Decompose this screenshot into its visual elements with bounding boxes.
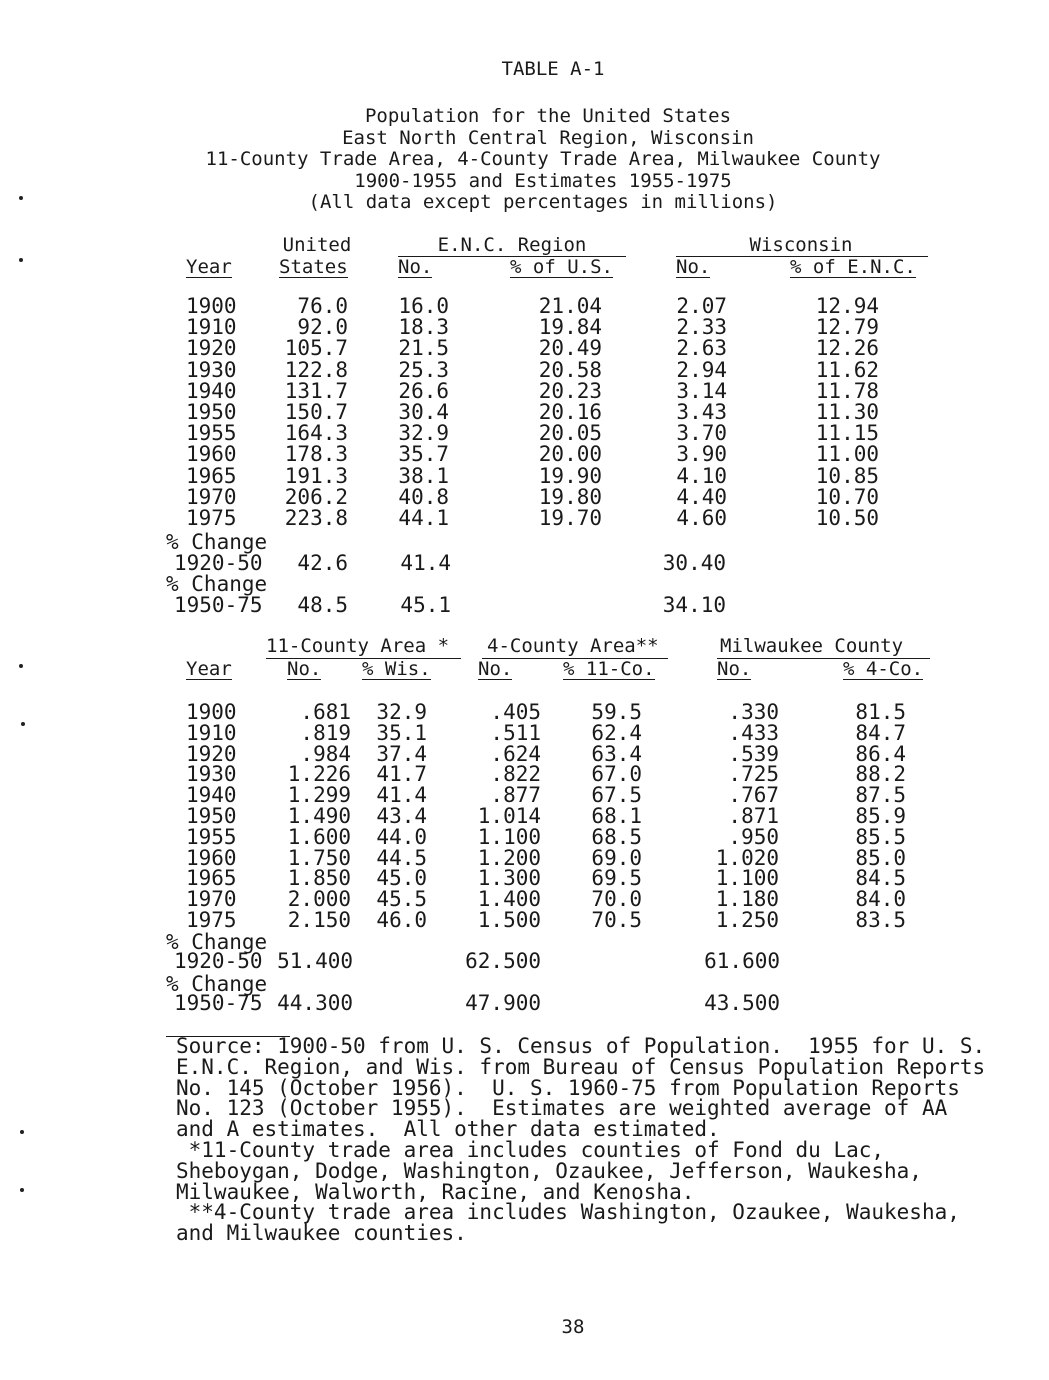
year-cell: 1955 (186, 421, 237, 445)
c11-pct-cell: 46.0 (376, 908, 427, 932)
c4-value-cell: .877 (490, 783, 541, 807)
us-change-cell: 42.6 (297, 551, 348, 575)
mil-pct-cell: 85.0 (855, 846, 906, 870)
enc-value-cell: 44.1 (398, 506, 449, 530)
c11-pct-cell: 43.4 (376, 804, 427, 828)
margin-dot (21, 722, 25, 726)
wis-pct-cell: 11.30 (815, 400, 879, 424)
wis-change-cell: 30.40 (662, 551, 726, 575)
c11-value-cell: 1.600 (287, 825, 351, 849)
source-line: Source: 1900-50 from U. S. Census of Population. 1955 for U. S. (176, 1034, 986, 1058)
mil-value-cell: 1.250 (715, 908, 779, 932)
c11-no-header: No. (287, 658, 322, 680)
c11-pct-cell: 44.5 (376, 846, 427, 870)
c4-pct-cell: 67.5 (591, 783, 642, 807)
us-value-cell: 131.7 (284, 379, 348, 403)
c11-pct-cell: 37.4 (376, 742, 427, 766)
enc-value-cell: 21.5 (398, 336, 449, 360)
wis-value-cell: 3.70 (676, 421, 727, 445)
subtitle-line: 11-County Trade Area, 4-County Trade Area, Milwaukee County (205, 148, 881, 170)
table-title: TABLE A-1 (501, 58, 605, 80)
mil-value-cell: .725 (728, 762, 779, 786)
c4-change-cell: 62.500 (465, 949, 541, 973)
wis-change-cell: 34.10 (662, 593, 726, 617)
c11-value-cell: .681 (300, 700, 351, 724)
c4-pct-cell: 62.4 (591, 721, 642, 745)
wis-value-cell: 3.90 (676, 442, 727, 466)
change-period: 1950-75 (174, 991, 263, 1015)
c11-value-cell: 2.150 (287, 908, 351, 932)
c11-pct-cell: 35.1 (376, 721, 427, 745)
enc-group-header: E.N.C. Region (437, 234, 587, 256)
wis-pct-cell: 11.78 (815, 379, 879, 403)
enc-value-cell: 40.8 (398, 485, 449, 509)
c4-value-cell: 1.100 (477, 825, 541, 849)
wis-pct-cell: 12.79 (815, 315, 879, 339)
year-cell: 1955 (186, 825, 237, 849)
enc-pct-cell: 21.04 (538, 294, 602, 318)
wis-pct-cell: 11.62 (815, 358, 879, 382)
year-header: Year (186, 658, 232, 680)
year-cell: 1940 (186, 379, 237, 403)
source-line: **4-County trade area includes Washington, Ozaukee, Waukesha, (176, 1200, 960, 1224)
change-period: 1920-50 (174, 949, 263, 973)
page-number: 38 (561, 1316, 585, 1338)
enc-pct-cell: 20.00 (538, 442, 602, 466)
wis-no-header: No. (676, 256, 711, 278)
year-cell: 1920 (186, 742, 237, 766)
margin-dot (19, 196, 23, 200)
year-header: Year (186, 256, 232, 278)
year-cell: 1900 (186, 700, 237, 724)
c4-pct-cell: 67.0 (591, 762, 642, 786)
year-cell: 1965 (186, 464, 237, 488)
subtitle-line: (All data except percentages in millions) (308, 191, 778, 213)
change-label: % Change (166, 972, 268, 996)
enc-pct-cell: 20.23 (538, 379, 602, 403)
mil-pct-cell: 83.5 (855, 908, 906, 932)
c11-group-header: 11-County Area * (266, 635, 450, 657)
c4-value-cell: 1.500 (477, 908, 541, 932)
wis-pct-cell: 12.26 (815, 336, 879, 360)
year-cell: 1965 (186, 866, 237, 890)
source-line: and Milwaukee counties. (176, 1221, 467, 1245)
c4-pct-cell: 69.5 (591, 866, 642, 890)
margin-dot (20, 1130, 24, 1134)
us-value-cell: 92.0 (297, 315, 348, 339)
us-value-cell: 122.8 (284, 358, 348, 382)
year-cell: 1930 (186, 762, 237, 786)
mil-group-header: Milwaukee County (720, 635, 904, 657)
mil-pct-cell: 85.5 (855, 825, 906, 849)
c11-pct-cell: 41.4 (376, 783, 427, 807)
source-line: Sheboygan, Dodge, Washington, Ozaukee, Jefferson, Waukesha, (176, 1159, 922, 1183)
year-cell: 1960 (186, 846, 237, 870)
us-header-line1: United (282, 234, 352, 256)
enc-value-cell: 30.4 (398, 400, 449, 424)
wis-pct-cell: 11.15 (815, 421, 879, 445)
change-label: % Change (166, 572, 268, 596)
us-value-cell: 178.3 (284, 442, 348, 466)
c4-value-cell: 1.400 (477, 887, 541, 911)
us-value-cell: 105.7 (284, 336, 348, 360)
year-cell: 1930 (186, 358, 237, 382)
mil-pct-cell: 84.5 (855, 866, 906, 890)
us-change-cell: 48.5 (297, 593, 348, 617)
mil-pct-cell: 87.5 (855, 783, 906, 807)
mil-value-cell: 1.020 (715, 846, 779, 870)
c4-pct-cell: 70.5 (591, 908, 642, 932)
mil-value-cell: .539 (728, 742, 779, 766)
source-line: E.N.C. Region, and Wis. from Bureau of Census Population Reports (176, 1055, 986, 1079)
mil-pct-header: % 4-Co. (843, 658, 924, 680)
enc-pct-cell: 20.49 (538, 336, 602, 360)
c11-pct-cell: 44.0 (376, 825, 427, 849)
mil-pct-cell: 86.4 (855, 742, 906, 766)
source-line: No. 145 (October 1956). U. S. 1960-75 from Population Reports (176, 1076, 960, 1100)
us-value-cell: 150.7 (284, 400, 348, 424)
us-value-cell: 223.8 (284, 506, 348, 530)
enc-change-cell: 41.4 (400, 551, 451, 575)
mil-value-cell: .950 (728, 825, 779, 849)
enc-value-cell: 18.3 (398, 315, 449, 339)
c4-value-cell: .624 (490, 742, 541, 766)
c4-value-cell: .405 (490, 700, 541, 724)
c11-change-cell: 44.300 (277, 991, 353, 1015)
c11-value-cell: .984 (300, 742, 351, 766)
c4-group-header: 4-County Area** (487, 635, 659, 657)
wis-value-cell: 4.40 (676, 485, 727, 509)
wis-value-cell: 2.33 (676, 315, 727, 339)
c4-value-cell: 1.300 (477, 866, 541, 890)
us-header-line2: States (279, 256, 348, 278)
c4-value-cell: .511 (490, 721, 541, 745)
wis-value-cell: 4.10 (676, 464, 727, 488)
mil-pct-cell: 84.7 (855, 721, 906, 745)
us-value-cell: 164.3 (284, 421, 348, 445)
wis-pct-cell: 10.85 (815, 464, 879, 488)
c4-pct-header: % 11-Co. (563, 658, 655, 680)
c4-no-header: No. (478, 658, 513, 680)
c11-change-cell: 51.400 (277, 949, 353, 973)
wis-pct-cell: 10.50 (815, 506, 879, 530)
mil-value-cell: .433 (728, 721, 779, 745)
mil-value-cell: 1.180 (715, 887, 779, 911)
wis-value-cell: 2.63 (676, 336, 727, 360)
year-cell: 1975 (186, 908, 237, 932)
year-cell: 1920 (186, 336, 237, 360)
c11-value-cell: 1.850 (287, 866, 351, 890)
enc-value-cell: 32.9 (398, 421, 449, 445)
enc-pct-cell: 20.16 (538, 400, 602, 424)
subtitle-line: Population for the United States (364, 105, 732, 127)
enc-change-cell: 45.1 (400, 593, 451, 617)
source-line: and A estimates. All other data estimated. (176, 1117, 720, 1141)
mil-value-cell: .767 (728, 783, 779, 807)
mil-value-cell: .871 (728, 804, 779, 828)
mil-value-cell: 1.100 (715, 866, 779, 890)
c11-pct-cell: 45.5 (376, 887, 427, 911)
c4-pct-cell: 63.4 (591, 742, 642, 766)
mil-value-cell: .330 (728, 700, 779, 724)
wis-pct-cell: 10.70 (815, 485, 879, 509)
mil-pct-cell: 84.0 (855, 887, 906, 911)
enc-value-cell: 35.7 (398, 442, 449, 466)
c4-pct-cell: 68.5 (591, 825, 642, 849)
wis-pct-cell: 11.00 (815, 442, 879, 466)
c11-pct-cell: 45.0 (376, 866, 427, 890)
source-line: No. 123 (October 1955). Estimates are weighted average of AA (176, 1096, 948, 1120)
enc-pct-cell: 20.58 (538, 358, 602, 382)
change-label: % Change (166, 530, 268, 554)
enc-pct-cell: 19.80 (538, 485, 602, 509)
year-cell: 1970 (186, 887, 237, 911)
wis-group-header: Wisconsin (749, 234, 853, 256)
c4-change-cell: 47.900 (465, 991, 541, 1015)
c11-value-cell: 1.299 (287, 783, 351, 807)
c4-pct-cell: 69.0 (591, 846, 642, 870)
us-value-cell: 206.2 (284, 485, 348, 509)
year-cell: 1975 (186, 506, 237, 530)
change-label: % Change (166, 930, 268, 954)
c11-pct-header: % Wis. (362, 658, 431, 680)
wis-value-cell: 2.94 (676, 358, 727, 382)
enc-value-cell: 16.0 (398, 294, 449, 318)
c4-value-cell: 1.200 (477, 846, 541, 870)
c4-value-cell: 1.014 (477, 804, 541, 828)
us-value-cell: 191.3 (284, 464, 348, 488)
source-line: *11-County trade area includes counties of Fond du Lac, (176, 1138, 885, 1162)
margin-dot (20, 1188, 24, 1192)
enc-value-cell: 26.6 (398, 379, 449, 403)
c4-pct-cell: 59.5 (591, 700, 642, 724)
enc-pct-cell: 20.05 (538, 421, 602, 445)
margin-dot (19, 258, 23, 262)
enc-pct-header: % of U.S. (510, 256, 613, 278)
subtitle-line: 1900-1955 and Estimates 1955-1975 (354, 170, 732, 192)
enc-pct-cell: 19.90 (538, 464, 602, 488)
wis-value-cell: 3.14 (676, 379, 727, 403)
source-line: Milwaukee, Walworth, Racine, and Kenosha. (176, 1180, 695, 1204)
year-cell: 1900 (186, 294, 237, 318)
c4-pct-cell: 68.1 (591, 804, 642, 828)
wis-pct-cell: 12.94 (815, 294, 879, 318)
year-cell: 1940 (186, 783, 237, 807)
c11-value-cell: .819 (300, 721, 351, 745)
wis-value-cell: 3.43 (676, 400, 727, 424)
year-cell: 1960 (186, 442, 237, 466)
mil-change-cell: 43.500 (704, 991, 780, 1015)
enc-no-header: No. (398, 256, 433, 278)
year-cell: 1970 (186, 485, 237, 509)
mil-pct-cell: 88.2 (855, 762, 906, 786)
c11-pct-cell: 32.9 (376, 700, 427, 724)
c4-pct-cell: 70.0 (591, 887, 642, 911)
c4-value-cell: .822 (490, 762, 541, 786)
year-cell: 1950 (186, 804, 237, 828)
enc-value-cell: 38.1 (398, 464, 449, 488)
margin-dot (19, 664, 23, 668)
c11-value-cell: 2.000 (287, 887, 351, 911)
wis-value-cell: 2.07 (676, 294, 727, 318)
c11-value-cell: 1.750 (287, 846, 351, 870)
us-value-cell: 76.0 (297, 294, 348, 318)
c11-value-cell: 1.490 (287, 804, 351, 828)
wis-value-cell: 4.60 (676, 506, 727, 530)
enc-value-cell: 25.3 (398, 358, 449, 382)
wis-pct-header: % of E.N.C. (790, 256, 916, 278)
mil-no-header: No. (717, 658, 752, 680)
mil-pct-cell: 85.9 (855, 804, 906, 828)
enc-pct-cell: 19.84 (538, 315, 602, 339)
mil-change-cell: 61.600 (704, 949, 780, 973)
mil-pct-cell: 81.5 (855, 700, 906, 724)
year-cell: 1910 (186, 315, 237, 339)
subtitle-line: East North Central Region, Wisconsin (342, 127, 754, 149)
year-cell: 1910 (186, 721, 237, 745)
c11-pct-cell: 41.7 (376, 762, 427, 786)
change-period: 1950-75 (174, 593, 263, 617)
year-cell: 1950 (186, 400, 237, 424)
change-period: 1920-50 (174, 551, 263, 575)
c11-value-cell: 1.226 (287, 762, 351, 786)
enc-pct-cell: 19.70 (538, 506, 602, 530)
